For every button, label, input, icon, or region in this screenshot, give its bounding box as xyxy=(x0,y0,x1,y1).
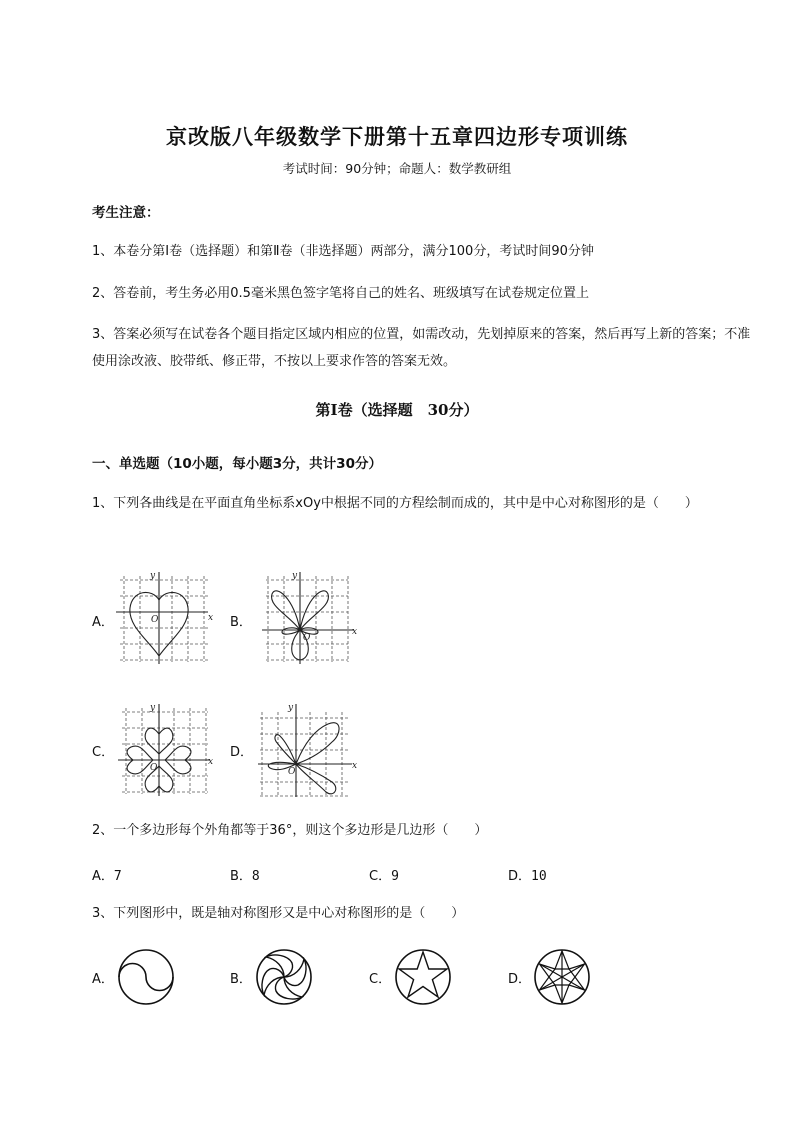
q2-option-b-text: 8 xyxy=(251,869,260,884)
q2-option-d[interactable] xyxy=(508,865,547,884)
q1-option-b-label[interactable]: B． xyxy=(230,615,252,630)
q1-option-c-label[interactable]: C． xyxy=(92,745,115,760)
notice-item-3: 3、答案必须写在试卷各个题目指定区域内相应的位置，如需改动，先划掉原来的答案，然后再写上新的答案；不准使用涂改液、胶带纸、修正带，不按以上要求作答的答案无效。 xyxy=(92,327,751,369)
origin-label: O xyxy=(288,767,296,777)
notice-heading: 考生注意： xyxy=(92,205,160,221)
q2-option-b[interactable] xyxy=(230,865,260,884)
notice-item-2: 2、答卷前，考生务必用0.5毫米黑色签字笔将自己的姓名、班级填写在试卷规定位置上 xyxy=(92,286,589,301)
q2-option-a-label: A． xyxy=(92,869,114,884)
x-axis-label: x xyxy=(208,757,214,767)
origin-label: O xyxy=(151,615,159,625)
exam-info: 考试时间：90分钟；命题人：数学教研组 xyxy=(282,161,512,176)
x-axis-label: x xyxy=(352,627,358,637)
six-point-star-in-circle[interactable] xyxy=(532,947,592,1007)
q2-option-d-label: D． xyxy=(508,869,532,884)
x-axis-label: x xyxy=(352,761,358,771)
question-2-stem: 2、一个多边形每个外角都等于36°，则这个多边形是几边形（ ） xyxy=(92,823,488,838)
q2-option-c-label: C． xyxy=(369,869,392,884)
page-title: 京改版八年级数学下册第十五章四边形专项训练 xyxy=(166,124,628,149)
heart-curve-graph[interactable] xyxy=(114,570,214,666)
q2-option-a-text: 7 xyxy=(113,869,122,884)
q3-option-c-label[interactable]: C． xyxy=(369,972,392,987)
section-title: 第I卷（选择题 30分） xyxy=(315,401,479,419)
y-axis-label: y xyxy=(150,571,156,581)
q1-option-a-label[interactable]: A． xyxy=(92,615,114,630)
x-axis-label: x xyxy=(208,613,214,623)
question-3-stem: 3、下列图形中，既是轴对称图形又是中心对称图形的是（ ） xyxy=(92,906,465,921)
part-title: 一、单选题（10小题，每小题3分，共计30分） xyxy=(92,456,382,472)
four-heart-clover-graph[interactable] xyxy=(116,702,216,798)
question-1-stem: 1、下列各曲线是在平面直角坐标系xOy中根据不同的方程绘制而成的，其中是中心对称图形的是（ ） xyxy=(92,496,698,511)
origin-label: O xyxy=(303,633,311,643)
swirl-circle[interactable] xyxy=(254,947,314,1007)
q2-option-d-text: 10 xyxy=(531,869,547,884)
origin-label: O xyxy=(150,763,158,773)
q3-option-a-label[interactable]: A． xyxy=(92,972,114,987)
notice-item-1: 1、本卷分第I卷（选择题）和第Ⅱ卷（非选择题）两部分，满分100分，考试时间90分钟 xyxy=(92,244,594,259)
q2-option-b-label: B． xyxy=(230,869,252,884)
q2-option-c-text: 9 xyxy=(391,869,399,884)
two-petal-diagonal-graph[interactable] xyxy=(256,702,360,798)
q3-option-d-label[interactable]: D． xyxy=(508,972,532,987)
y-axis-label: y xyxy=(150,703,156,713)
q3-option-b-label[interactable]: B． xyxy=(230,972,252,987)
y-axis-label: y xyxy=(288,703,294,713)
yin-yang-circle[interactable] xyxy=(116,947,176,1007)
three-petal-curve-graph[interactable] xyxy=(260,570,360,666)
q2-option-a[interactable] xyxy=(92,865,122,884)
q1-option-d-label[interactable]: D． xyxy=(230,745,254,760)
q2-option-c[interactable] xyxy=(369,865,399,884)
star-in-circle[interactable] xyxy=(393,947,453,1007)
y-axis-label: y xyxy=(292,571,298,581)
